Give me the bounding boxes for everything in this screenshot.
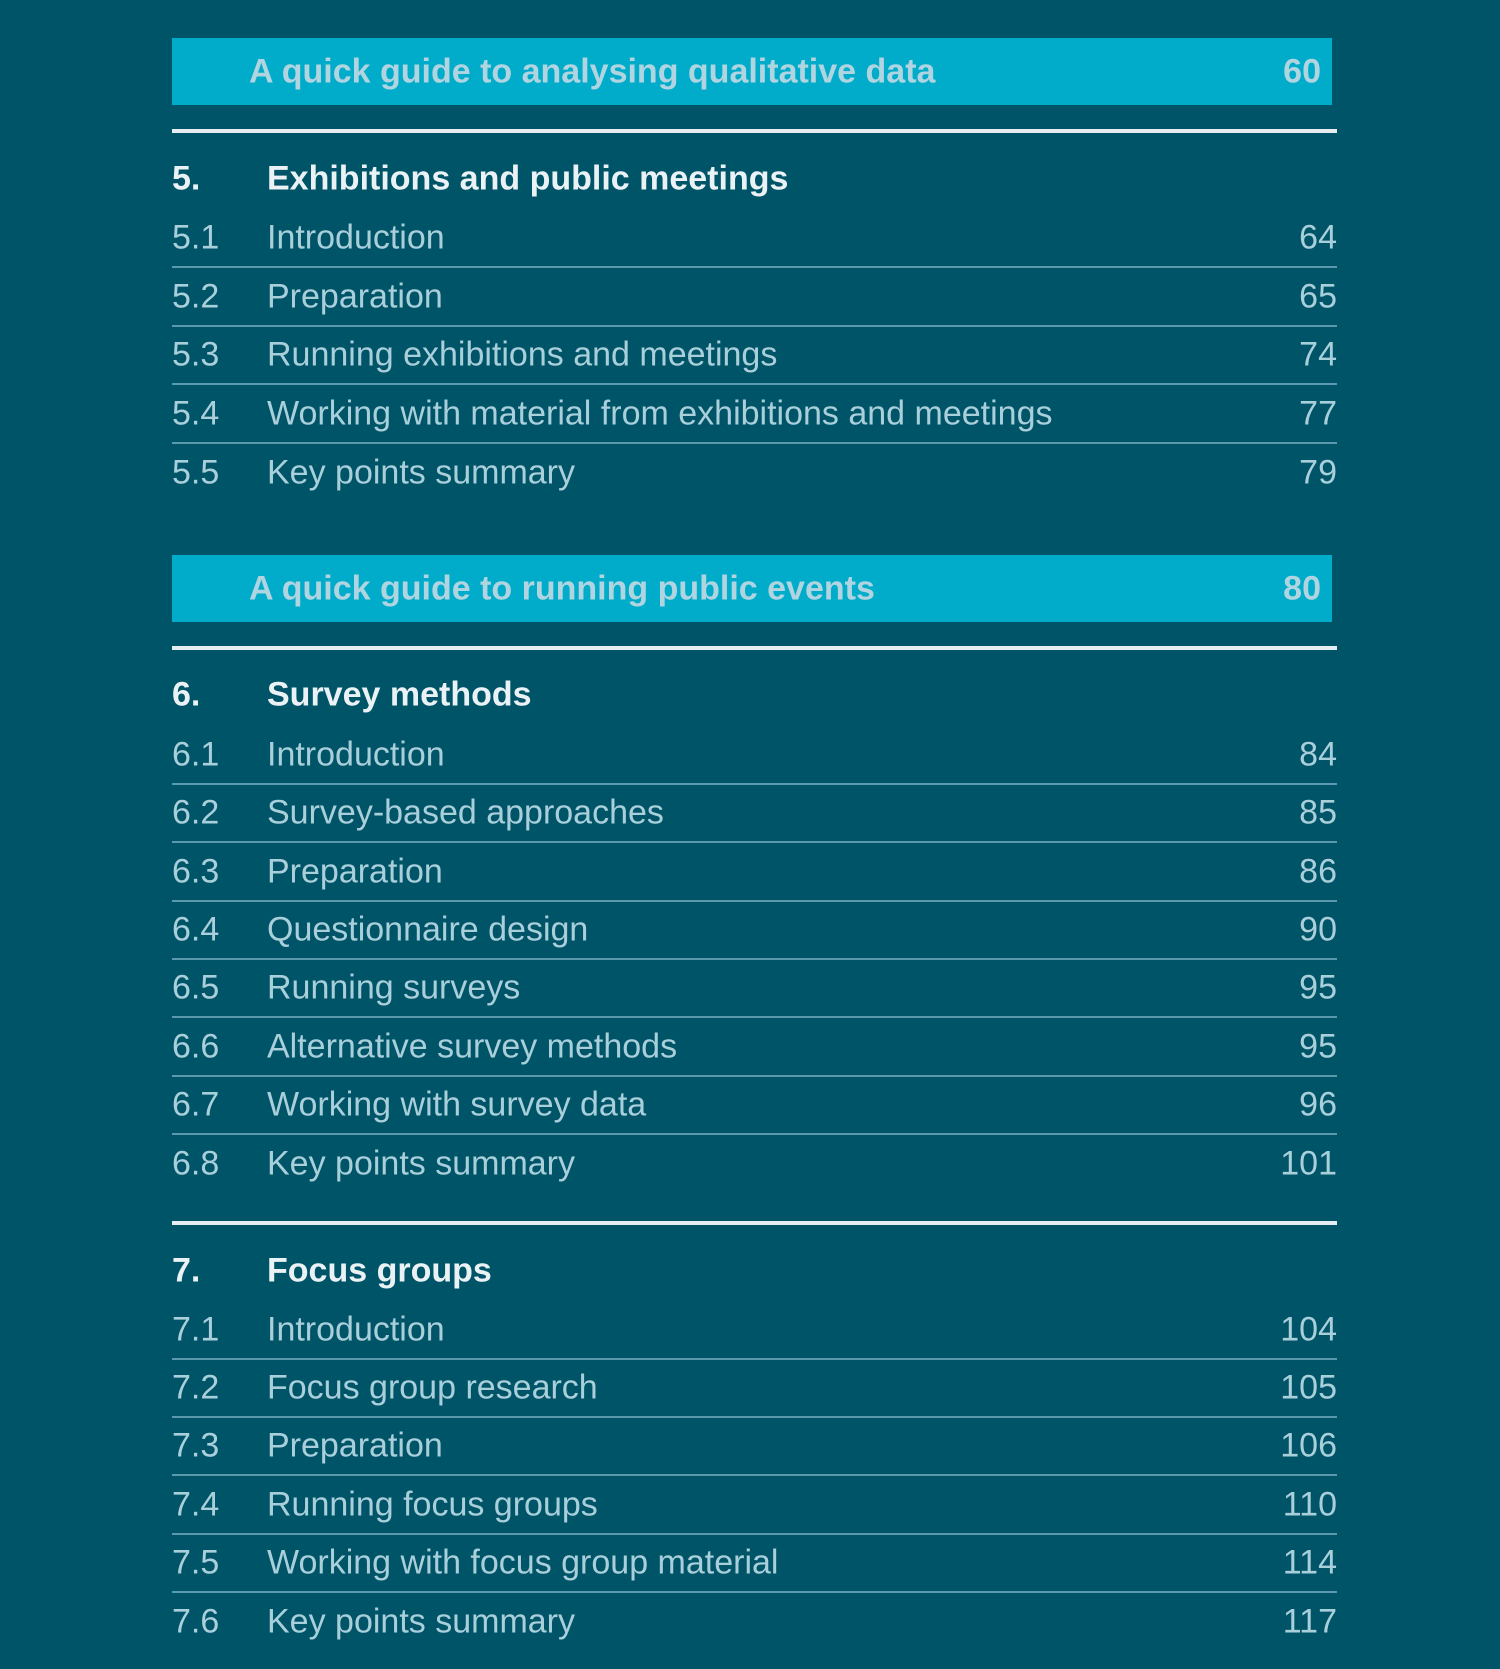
toc-item-6-6[interactable]: [172, 1019, 1337, 1077]
section-heading-7[interactable]: [172, 1246, 1337, 1296]
banner-title: A quick guide to analysing qualitative data: [249, 52, 936, 90]
item-title: Running exhibitions and meetings: [267, 335, 778, 374]
item-number: 5.1: [172, 218, 220, 257]
item-page: 86: [1299, 852, 1337, 891]
quick-guide-banner-public-events[interactable]: [172, 555, 1332, 622]
banner-page-number: 80: [1283, 569, 1321, 607]
item-number: 6.1: [172, 735, 220, 774]
item-page: 79: [1299, 453, 1337, 492]
item-number: 5.3: [172, 335, 220, 374]
toc-item-7-3[interactable]: [172, 1418, 1337, 1476]
item-title: Key points summary: [267, 1602, 575, 1641]
item-title: Alternative survey methods: [267, 1027, 678, 1066]
section-title: Survey methods: [267, 675, 532, 714]
item-number: 7.2: [172, 1368, 220, 1407]
section-title: Focus groups: [267, 1251, 492, 1290]
item-title: Working with focus group material: [267, 1543, 779, 1582]
toc-item-6-3[interactable]: [172, 844, 1337, 902]
item-number: 5.2: [172, 277, 220, 316]
section-rule: [172, 129, 1337, 133]
section-title: Exhibitions and public meetings: [267, 159, 789, 198]
item-number: 6.3: [172, 852, 220, 891]
toc-item-7-2[interactable]: [172, 1360, 1337, 1418]
toc-item-5-5[interactable]: [172, 444, 1337, 502]
item-title: Introduction: [267, 1310, 445, 1349]
toc-item-7-5[interactable]: [172, 1535, 1337, 1593]
item-page: 96: [1299, 1085, 1337, 1124]
quick-guide-banner-qualitative-data[interactable]: [172, 38, 1332, 105]
item-page: 85: [1299, 793, 1337, 832]
section-heading-6[interactable]: [172, 670, 1337, 720]
item-title: Key points summary: [267, 453, 575, 492]
item-number: 6.6: [172, 1027, 220, 1066]
item-number: 6.2: [172, 793, 220, 832]
item-page: 101: [1280, 1144, 1337, 1183]
item-number: 7.3: [172, 1426, 220, 1465]
toc-item-6-4[interactable]: [172, 902, 1337, 960]
item-number: 5.4: [172, 394, 220, 433]
item-page: 74: [1299, 335, 1337, 374]
item-page: 90: [1299, 910, 1337, 949]
item-page: 117: [1282, 1602, 1337, 1641]
toc-item-5-2[interactable]: [172, 269, 1337, 327]
item-title: Preparation: [267, 277, 443, 316]
section-rule: [172, 646, 1337, 650]
banner-title: A quick guide to running public events: [249, 569, 875, 607]
item-page: 95: [1299, 1027, 1337, 1066]
item-title: Working with material from exhibitions and meetings: [267, 394, 1053, 433]
item-number: 7.6: [172, 1602, 220, 1641]
item-title: Running focus groups: [267, 1485, 598, 1524]
item-title: Survey-based approaches: [267, 793, 664, 832]
item-number: 7.5: [172, 1543, 220, 1582]
item-title: Questionnaire design: [267, 910, 589, 949]
item-page: 106: [1280, 1426, 1337, 1465]
section-heading-5[interactable]: [172, 154, 1337, 204]
item-title: Introduction: [267, 218, 445, 257]
item-title: Preparation: [267, 852, 443, 891]
item-number: 6.4: [172, 910, 220, 949]
item-title: Preparation: [267, 1426, 443, 1465]
item-title: Key points summary: [267, 1144, 575, 1183]
item-number: 6.8: [172, 1144, 220, 1183]
item-number: 6.5: [172, 968, 220, 1007]
item-title: Running surveys: [267, 968, 521, 1007]
toc-item-5-3[interactable]: [172, 327, 1337, 385]
toc-item-6-1[interactable]: [172, 727, 1337, 785]
item-page: 110: [1282, 1485, 1337, 1524]
item-page: 114: [1282, 1543, 1337, 1582]
item-number: 7.4: [172, 1485, 220, 1524]
toc-item-6-8[interactable]: [172, 1135, 1337, 1193]
item-number: 6.7: [172, 1085, 220, 1124]
banner-page-number: 60: [1283, 52, 1321, 90]
toc-item-5-1[interactable]: [172, 210, 1337, 268]
section-number: 6.: [172, 675, 201, 714]
item-title: Working with survey data: [267, 1085, 647, 1124]
item-page: 77: [1299, 394, 1337, 433]
toc-item-6-2[interactable]: [172, 785, 1337, 843]
section-rule: [172, 1221, 1337, 1225]
item-title: Introduction: [267, 735, 445, 774]
toc-item-5-4[interactable]: [172, 386, 1337, 444]
section-number: 7.: [172, 1251, 201, 1290]
toc-item-7-4[interactable]: [172, 1477, 1337, 1535]
toc-item-6-5[interactable]: [172, 960, 1337, 1018]
item-page: 105: [1280, 1368, 1337, 1407]
toc-item-6-7[interactable]: [172, 1077, 1337, 1135]
toc-item-7-1[interactable]: [172, 1302, 1337, 1360]
section-number: 5.: [172, 159, 201, 198]
item-number: 5.5: [172, 453, 220, 492]
item-page: 64: [1299, 218, 1337, 257]
item-page: 84: [1299, 735, 1337, 774]
toc-item-7-6[interactable]: [172, 1593, 1337, 1651]
item-number: 7.1: [172, 1310, 220, 1349]
item-page: 65: [1299, 277, 1337, 316]
item-page: 95: [1299, 968, 1337, 1007]
item-page: 104: [1280, 1310, 1337, 1349]
item-title: Focus group research: [267, 1368, 598, 1407]
